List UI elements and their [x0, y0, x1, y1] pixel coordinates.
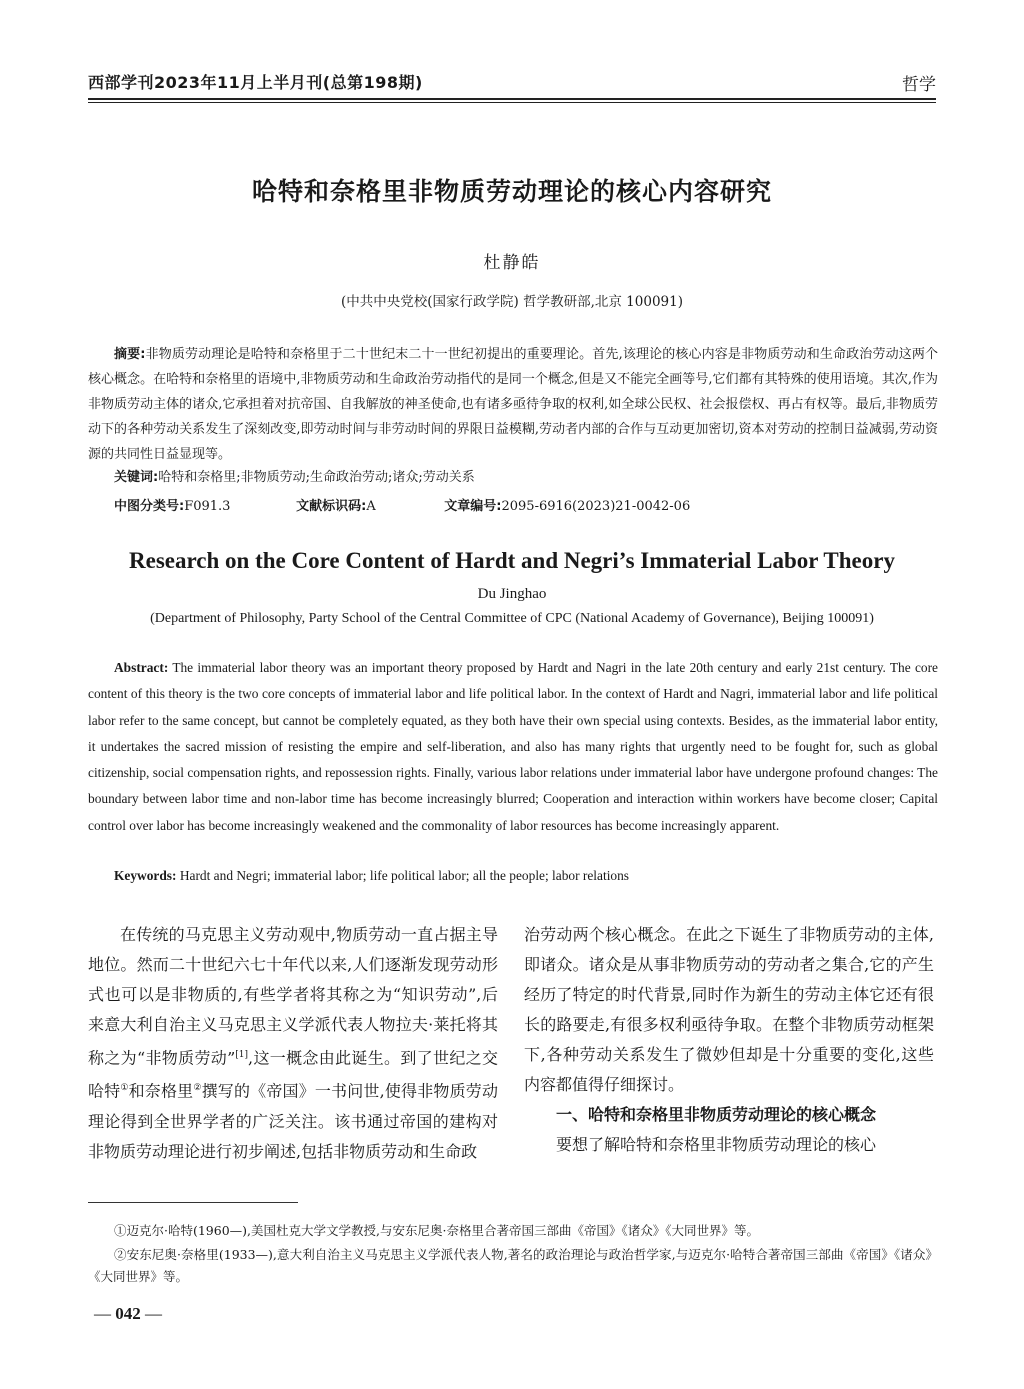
classification-line: [114, 495, 690, 514]
body-paragraph: [88, 920, 498, 1167]
keywords-en: [114, 868, 629, 884]
paragraph-text: ,这一概念由此诞生。到了世纪之交哈特: [88, 1048, 498, 1101]
header-rule: [88, 98, 936, 100]
abstract-en-label: Abstract:: [114, 660, 169, 675]
paragraph-text: 撰写的《帝国》一书问世,使得非物质劳动理论得到全世界学者的广泛关注。该书通过帝国的建构对非物质劳动理论进行初步阐述,包括非物质劳动和生命政: [88, 1081, 498, 1161]
author-en: Du Jinghao: [477, 586, 547, 602]
doc-code-label: 文献标识码:: [296, 499, 367, 514]
clc-value: F091.3: [184, 499, 231, 514]
abstract-en: [88, 655, 938, 839]
footnote-1: ①迈克尔·哈特(1960—),美国杜克大学文学教授,与安东尼奥·奈格里合著帝国三部曲《帝国》《诸众》《大同世界》等。: [114, 1223, 759, 1238]
page-dash: —: [145, 1304, 162, 1323]
abstract-cn: [88, 342, 938, 467]
keywords-en-text: Hardt and Negri; immaterial labor; life political labor; all the people; labor relations: [179, 868, 630, 883]
body-column-left: [88, 920, 498, 1167]
page-number: [94, 1304, 162, 1324]
journal-name: 西部学刊2023年11月上半月刊(总第198期): [88, 73, 423, 92]
affiliation-en: (Department of Philosophy, Party School of the Central Committee of CPC (National Academy of Governance), Beijing 100091): [150, 611, 874, 626]
abstract-cn-text: 非物质劳动理论是哈特和奈格里于二十世纪末二十一世纪初提出的重要理论。首先,该理论的核心内容是非物质劳动和生命政治劳动这两个核心概念。在哈特和奈格里的语境中,非物质劳动和生命政治劳动指代的是同一个概念,但是又不能完全画等号,它们都有其特殊的使用语境。其次,作为非物质劳动主体的诸众,它承担着对抗帝国、自我解放的神圣使命,也有诸多亟待争取的权利,如全球公民权、社会报偿权、再占有权等。最后,非物质劳动下的各种劳动关系发生了深刻改变,即劳动时间与非劳动时间的界限日益模糊,劳动者内部的合作与互动更加密切,资本对劳动的控制日益减弱,劳动资源的共同性日益显现等。: [88, 347, 938, 462]
running-header: [88, 66, 936, 100]
abstract-cn-label: 摘要:: [114, 347, 146, 362]
doc-code-value: A: [366, 499, 376, 514]
section-label: 哲学: [902, 75, 936, 95]
keywords-cn-label: 关键词:: [114, 470, 159, 485]
abstract-en-text: The immaterial labor theory was an important theory proposed by Hardt and Nagri in the late 20th century and early 21st century. The core content of this theory is the two core concepts of immaterial labor and life political labor. In the context of Hardt and Nagri, immaterial labor and life political labor refer to the same concept, but cannot be completely equated, as they both have their own special using contexts. Besides, as the immaterial labor entity, it undertakes the sacred mission of resisting the empire and self-liberation, and also has many rights that urgently need to be fought for, such as global citizenship, social compensation rights, and repossession rights. Finally, various labor relations under immaterial labor have undergone profound changes: The boundary between labor time and non-labor time has become increasingly blurred; Cooperation and interaction within workers have become closer; Capital control over labor has become increasingly weakened and the commonality of labor resources has become increasingly apparent.: [88, 660, 938, 833]
section-heading: 一、哈特和奈格里非物质劳动理论的核心概念: [556, 1105, 877, 1124]
header-rule-thin: [88, 102, 936, 103]
paragraph-text: 在传统的马克思主义劳动观中,物质劳动一直占据主导地位。然而二十世纪六七十年代以来,人们逐渐发现劳动形式也可以是非物质的,有些学者将其称之为“知识劳动”,后来意大利自治主义马克思主义学派代表人物拉夫·莱托将其称之为“非物质劳动”: [88, 925, 498, 1068]
keywords-en-label: Keywords:: [114, 868, 177, 883]
page-dash: —: [94, 1304, 111, 1323]
article-no-value: 2095-6916(2023)21-0042-06: [501, 499, 691, 514]
article-title-cn: 哈特和奈格里非物质劳动理论的核心内容研究: [251, 177, 772, 206]
paragraph-text: 和奈格里: [128, 1081, 194, 1101]
affiliation-cn: (中共中央党校(国家行政学院) 哲学教研部,北京 100091): [341, 294, 683, 310]
footnote-mark[interactable]: ②: [193, 1083, 202, 1094]
keywords-cn: [114, 466, 475, 485]
body-column-right: [524, 920, 934, 1160]
article-title-en: Research on the Core Content of Hardt and Negri’s Immaterial Labor Theory: [129, 548, 895, 573]
footnote-divider: [88, 1202, 298, 1203]
keywords-cn-text: 哈特和奈格里;非物质劳动;生命政治劳动;诸众;劳动关系: [158, 470, 475, 485]
article-no-label: 文章编号:: [444, 499, 502, 514]
footnote-2: ②安东尼奥·奈格里(1933—),意大利自治主义马克思主义学派代表人物,著名的政治理论与政治哲学家,与迈克尔·哈特合著帝国三部曲《帝国》《诸众》《大同世界》等。: [88, 1247, 938, 1284]
citation-ref[interactable]: [1]: [235, 1050, 249, 1060]
author-cn: 杜静皓: [483, 253, 541, 273]
clc-label: 中图分类号:: [114, 499, 185, 514]
body-paragraph: 要想了解哈特和奈格里非物质劳动理论的核心: [556, 1135, 877, 1154]
page-number-value: 042: [115, 1304, 141, 1323]
body-paragraph: 治劳动两个核心概念。在此之下诞生了非物质劳动的主体,即诸众。诸众是从事非物质劳动的劳动者之集合,它的产生经历了特定的时代背景,同时作为新生的劳动主体它还有很长的路要走,有很多权利亟待争取。在整个非物质劳动框架下,各种劳动关系发生了微妙但却是十分重要的变化,这些内容都值得仔细探讨。: [524, 925, 934, 1094]
footnote-mark[interactable]: ①: [120, 1083, 129, 1094]
